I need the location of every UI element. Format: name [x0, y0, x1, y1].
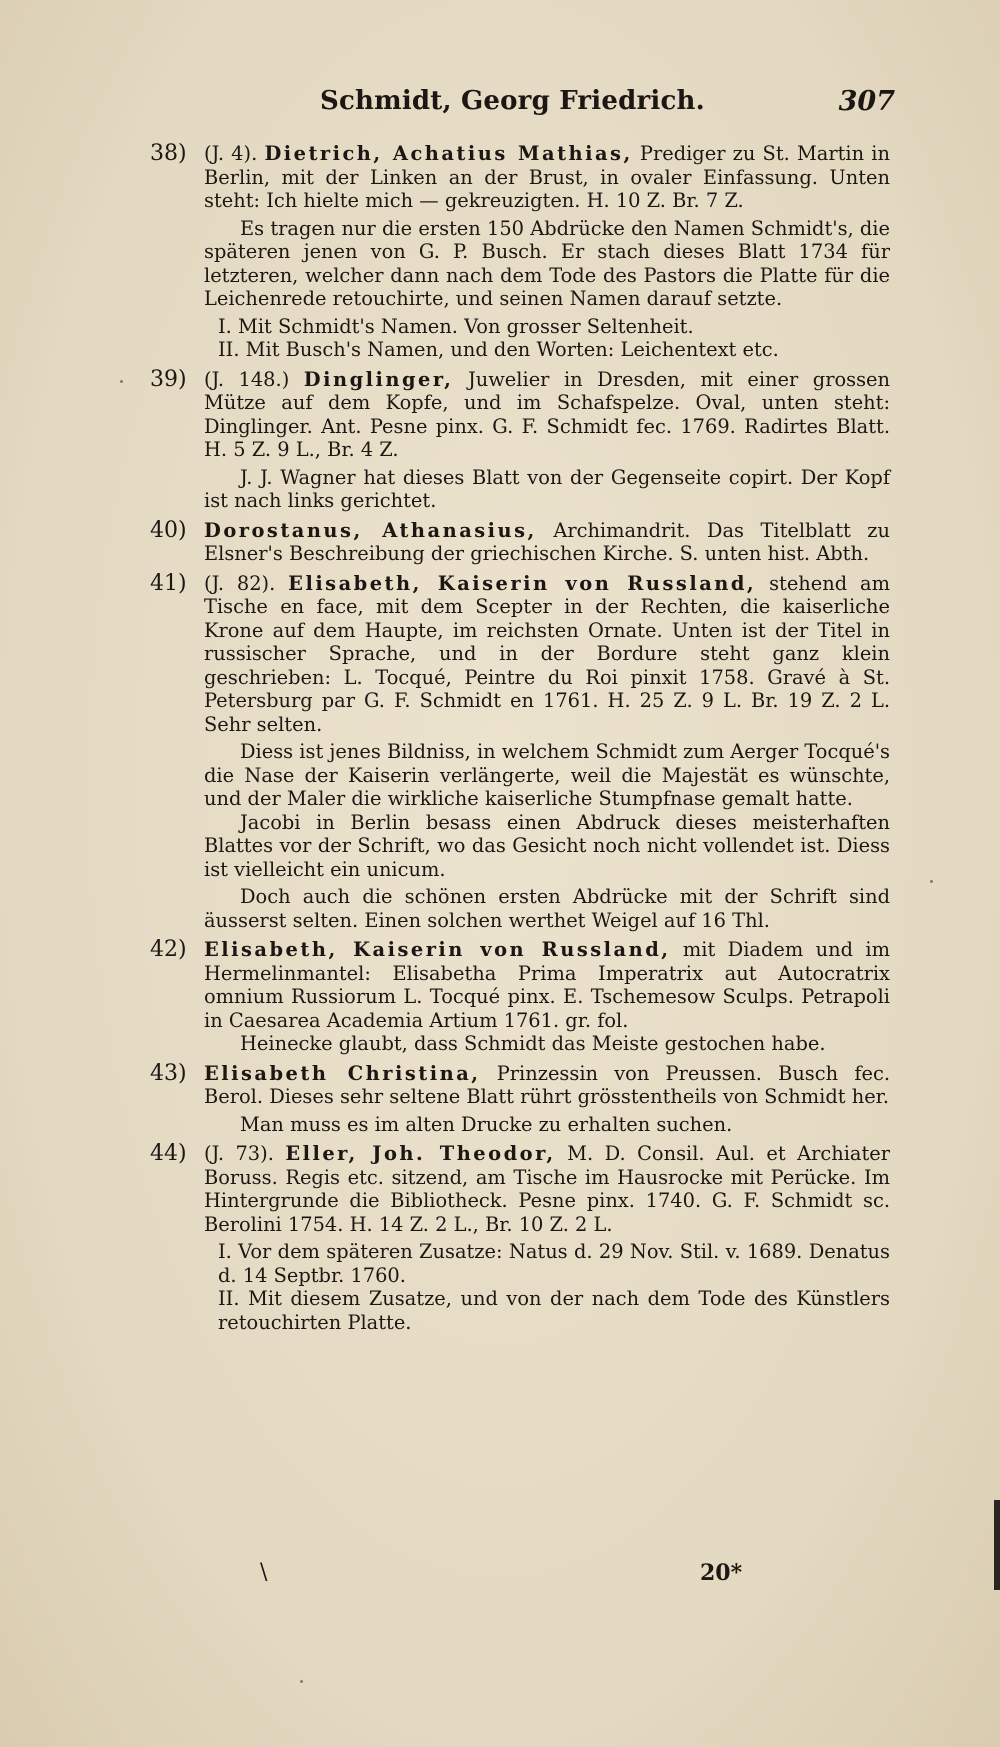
- entry-text: Prinzessin von Preussen. Busch fec. Berol. Dieses sehr seltene Blatt rührt grösstentheils von Schmidt her.: [204, 1061, 890, 1108]
- paper-speck: [930, 880, 933, 883]
- entry-reference: (J. 4).: [204, 142, 258, 165]
- entry-text: mit Diadem und im Hermelinmantel: Elisabetha Prima Imperatrix aut Autocratrix omnium Russiorum L. Tocqué pinx. E. Tschemesow Sculps. Petrapoli in Caesarea Academia Artium 1761. gr. fol.: [204, 938, 890, 1032]
- running-head: Schmidt, Georg Friedrich.: [320, 86, 705, 116]
- entry-text: M. D. Consil. Aul. et Archiater Boruss. Regis etc. sitzend, am Tische im Hausrocke mit Perücke. Im Hintergrunde die Bibliotheck. Pesne pinx. 1740. G. F. Schmidt sc. Berolini 1754. H. 14 Z. 2 L., Br. 10 Z. 2 L.: [204, 1142, 891, 1236]
- entry-number: 44): [150, 1141, 187, 1166]
- catalog-entry-41: [150, 572, 890, 933]
- entry-reference: (J. 73).: [204, 1142, 274, 1165]
- page-number: 307: [838, 86, 895, 117]
- entry-description: [204, 1142, 890, 1236]
- entry-name: Eller, Joh. Theodor,: [285, 1142, 556, 1165]
- entry-description: [204, 142, 890, 213]
- entry-note: Jacobi in Berlin besass einen Abdruck dieses meisterhaften Blattes vor der Schrift, wo das Gesicht noch nicht vollendet ist. Diess ist vielleicht ein unicum.: [204, 810, 890, 881]
- paper-speck: [300, 1680, 303, 1683]
- entry-reference: (J. 82).: [204, 571, 276, 595]
- page-header: [150, 86, 905, 126]
- entry-reference: (J. 148.): [204, 367, 290, 391]
- entry-text: Archimandrit. Das Titelblatt zu Elsner's Beschreibung der griechischen Kirche. S. unten hist. Abth.: [204, 518, 891, 565]
- entry-text: Prediger zu St. Martin in Berlin, mit der Linken an der Brust, in ovaler Einfassung. Unten steht: Ich hielte mich — gekreuzigten. H. 10 Z. Br. 7 Z.: [204, 142, 890, 212]
- entry-number: 40): [150, 517, 187, 543]
- entry-text: stehend am Tische en face, mit dem Scepter in der Rechten, die kaiserliche Krone auf dem Haupte, im reichsten Ornate. Unten ist der Titel in russischer Sprache, und in der Bordure steht ganz klein geschrieben: L. Tocqué, Peintre du Roi pinxit 1758. Gravé à St. Petersburg par G. F. Schmidt en 1761. H. 25 Z. 9 L. Br. 19 Z. 2 L. Sehr selten.: [204, 571, 890, 736]
- entry-note: J. J. Wagner hat dieses Blatt von der Gegenseite copirt. Der Kopf ist nach links gerichtet.: [204, 465, 890, 512]
- entry-number: 39): [150, 366, 187, 392]
- entry-name: Dietrich, Achatius Mathias,: [264, 142, 633, 165]
- entry-note: Diess ist jenes Bildniss, in welchem Schmidt zum Aerger Tocqué's die Nase der Kaiserin verlängerte, weil die Majestät es wünschte, und der Maler die wirkliche kaiserliche Stumpfnase gemalt hatte.: [204, 740, 890, 810]
- catalog-entry-42: [150, 938, 890, 1056]
- catalog-entry-44: [150, 1142, 890, 1334]
- entry-name: Dorostanus, Athanasius,: [204, 518, 537, 542]
- footer-mark: \: [260, 1560, 268, 1585]
- page-footer: [150, 1560, 890, 1594]
- catalog-entry-38: [150, 142, 890, 362]
- signature-mark: 20*: [700, 1560, 743, 1586]
- entry-name: Elisabeth, Kaiserin von Russland,: [288, 571, 757, 595]
- entry-number: 41): [150, 570, 187, 596]
- entry-number: 42): [150, 937, 187, 962]
- page-edge-shadow: [994, 1500, 1000, 1590]
- entry-description: [204, 519, 890, 566]
- entry-description: [204, 572, 890, 737]
- entry-description: [204, 938, 890, 1032]
- entry-note: Es tragen nur die ersten 150 Abdrücke den Namen Schmidt's, die späteren jenen von G. P. Busch. Er stach dieses Blatt 1734 für letzteren, welcher dann nach dem Tode des Pastors die Platte für die Leichenrede retouchirte, und seinen Namen darauf setzte.: [204, 216, 890, 310]
- entry-name: Elisabeth, Kaiserin von Russland,: [204, 938, 671, 961]
- entry-name: Dinglinger,: [303, 367, 454, 391]
- entry-state-2: II. Mit Busch's Namen, und den Worten: Leichentext etc.: [218, 338, 779, 361]
- entry-note: Man muss es im alten Drucke zu erhalten suchen.: [240, 1112, 733, 1136]
- entry-name: Elisabeth Christina,: [204, 1061, 481, 1085]
- catalog-entry-39: [150, 368, 890, 513]
- entry-text: Juwelier in Dresden, mit einer grossen Mütze auf dem Kopfe, und im Schafspelze. Oval, unten steht: Dinglinger. Ant. Pesne pinx. G. F. Schmidt fec. 1769. Radirtes Blatt. H. 5 Z. 9 L., Br. 4 Z.: [204, 367, 891, 461]
- entry-description: [204, 1062, 890, 1109]
- entry-state-1: I. Mit Schmidt's Namen. Von grosser Seltenheit.: [218, 314, 694, 338]
- entry-note: Doch auch die schönen ersten Abdrücke mit der Schrift sind äusserst selten. Einen solchen werthet Weigel auf 16 Thl.: [204, 885, 890, 932]
- entry-note: Heinecke glaubt, dass Schmidt das Meiste gestochen habe.: [240, 1032, 826, 1055]
- entry-state-1: I. Vor dem späteren Zusatze: Natus d. 29 Nov. Stil. v. 1689. Denatus d. 14 Septbr. 1760.: [218, 1240, 890, 1287]
- entry-number: 38): [150, 141, 187, 166]
- entry-number: 43): [150, 1060, 187, 1086]
- catalog-entry-43: [150, 1062, 890, 1137]
- catalog-entry-40: [150, 519, 890, 566]
- page-body: [150, 142, 890, 1340]
- entry-state-2: II. Mit diesem Zusatze, und von der nach dem Tode des Künstlers retouchirten Platte.: [218, 1287, 890, 1334]
- paper-speck: [120, 380, 123, 383]
- entry-description: [204, 368, 890, 462]
